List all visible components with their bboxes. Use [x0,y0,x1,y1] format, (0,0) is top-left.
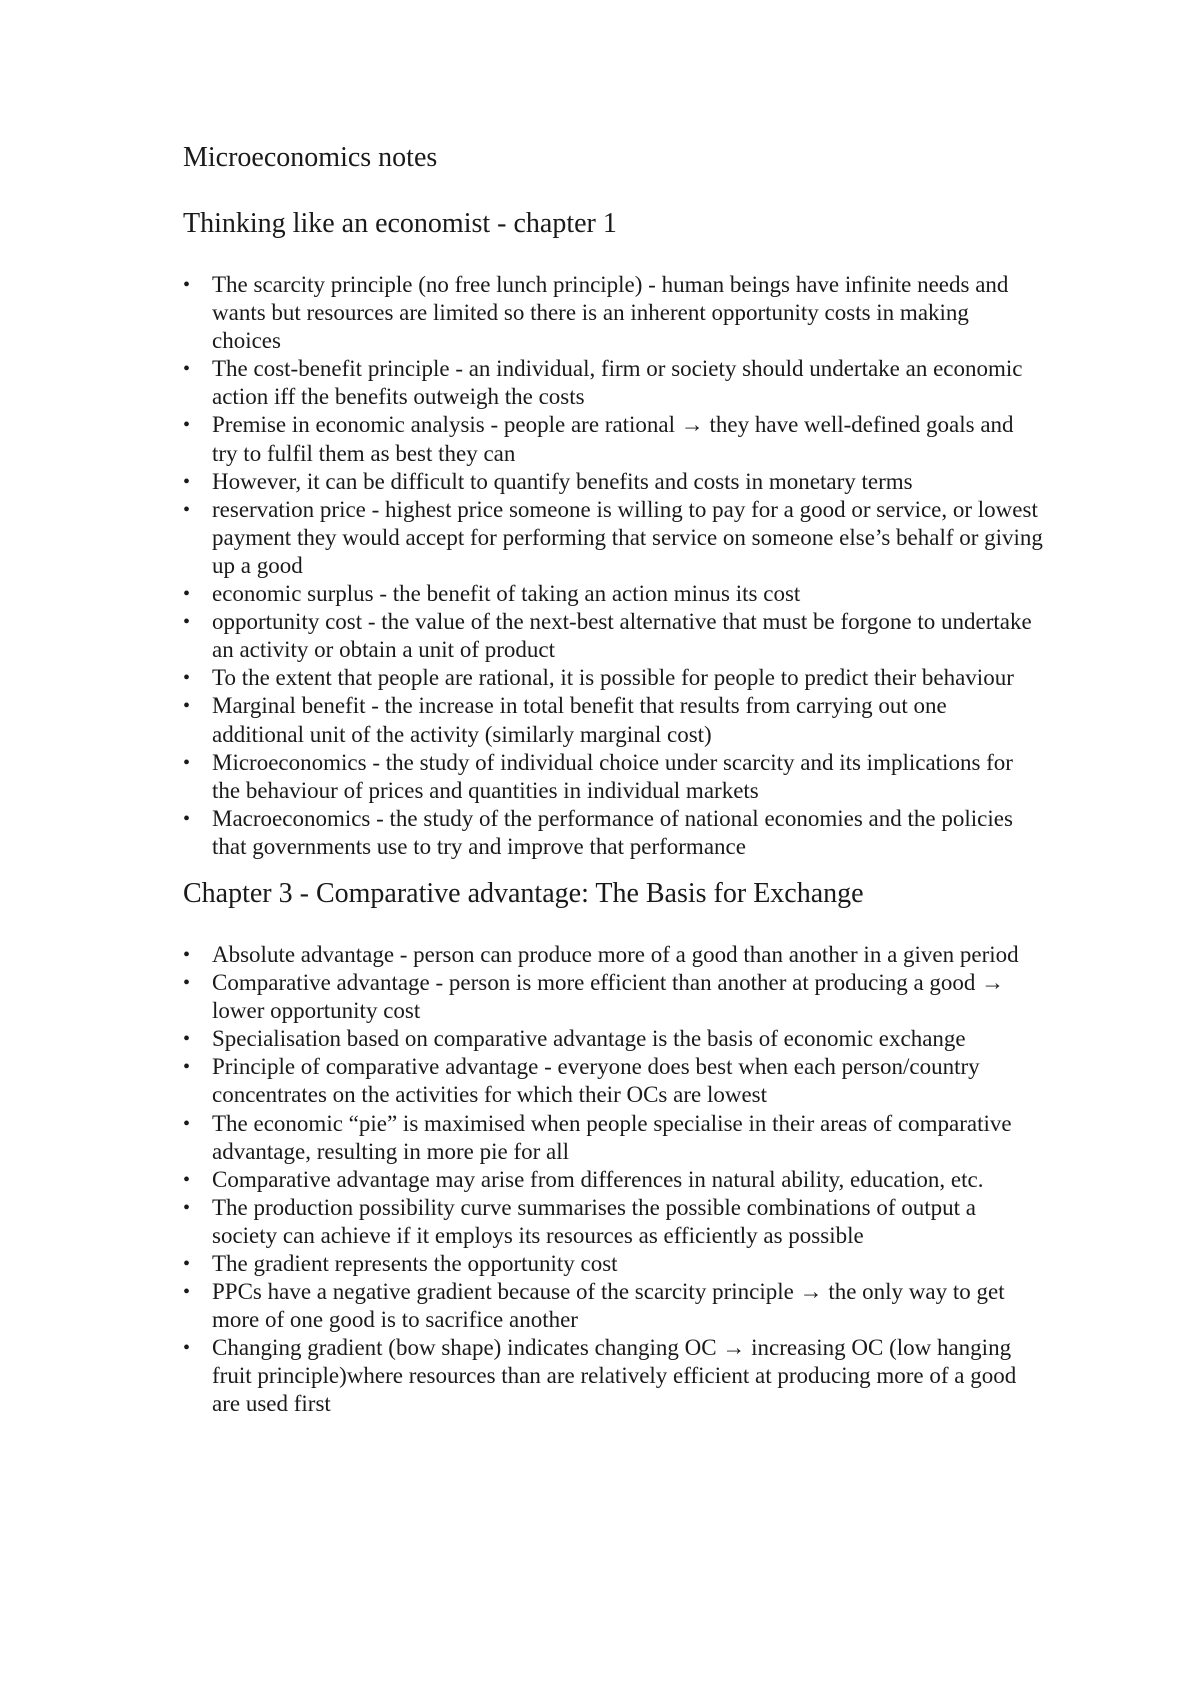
document-title: Microeconomics notes [183,142,438,173]
list-item: • Comparative advantage - person is more efficient than another at producing a good → lower opportunity cost [183,969,1043,1025]
list-item: • Specialisation based on comparative advantage is the basis of economic exchange [183,1025,1043,1053]
list-item: • Absolute advantage - person can produce more of a good than another in a given period [183,941,1043,969]
list-item: • Macroeconomics - the study of the performance of national economies and the policies that governments use to try and improve that performance [183,805,1043,861]
bullet-list-chapter-1 [183,271,1043,861]
list-item: • Comparative advantage may arise from differences in natural ability, education, etc. [183,1166,1043,1194]
list-item: • The scarcity principle (no free lunch principle) - human beings have infinite needs and wants but resources are limited so there is an inherent opportunity costs in making choices [183,271,1043,355]
list-item: • opportunity cost - the value of the next-best alternative that must be forgone to undertake an activity or obtain a unit of product [183,608,1043,664]
bullet-list-chapter-3 [183,941,1043,1419]
document-body [183,141,1043,1419]
list-item: • The economic “pie” is maximised when people specialise in their areas of comparative advantage, resulting in more pie for all [183,1110,1043,1166]
list-item: • The cost-benefit principle - an individual, firm or society should undertake an economic action iff the benefits outweigh the costs [183,355,1043,411]
list-item: • Changing gradient (bow shape) indicates changing OC → increasing OC (low hanging fruit principle)where resources than are relatively efficient at producing more of a good are used first [183,1334,1043,1418]
list-item: • Marginal benefit - the increase in total benefit that results from carrying out one additional unit of the activity (similarly marginal cost) [183,692,1043,748]
list-item: • Microeconomics - the study of individual choice under scarcity and its implications for the behaviour of prices and quantities in individual markets [183,749,1043,805]
section-heading-chapter-1: Thinking like an economist - chapter 1 [183,208,617,239]
list-item: • PPCs have a negative gradient because of the scarcity principle → the only way to get more of one good is to sacrifice another [183,1278,1043,1334]
list-item: • The production possibility curve summarises the possible combinations of output a society can achieve if it employs its resources as efficiently as possible [183,1194,1043,1250]
section-heading-chapter-3: Chapter 3 - Comparative advantage: The Basis for Exchange [183,877,864,909]
list-item: • However, it can be difficult to quantify benefits and costs in monetary terms [183,468,1043,496]
list-item: • The gradient represents the opportunity cost [183,1250,1043,1278]
list-item: • reservation price - highest price someone is willing to pay for a good or service, or lowest payment they would accept for performing that service on someone else’s behalf or giving up a good [183,496,1043,580]
list-item: • economic surplus - the benefit of taking an action minus its cost [183,580,1043,608]
list-item: • Premise in economic analysis - people are rational → they have well-defined goals and try to fulfil them as best they can [183,411,1043,467]
list-item: • Principle of comparative advantage - everyone does best when each person/country concentrates on the activities for which their OCs are lowest [183,1053,1043,1109]
list-item: • To the extent that people are rational, it is possible for people to predict their behaviour [183,664,1043,692]
